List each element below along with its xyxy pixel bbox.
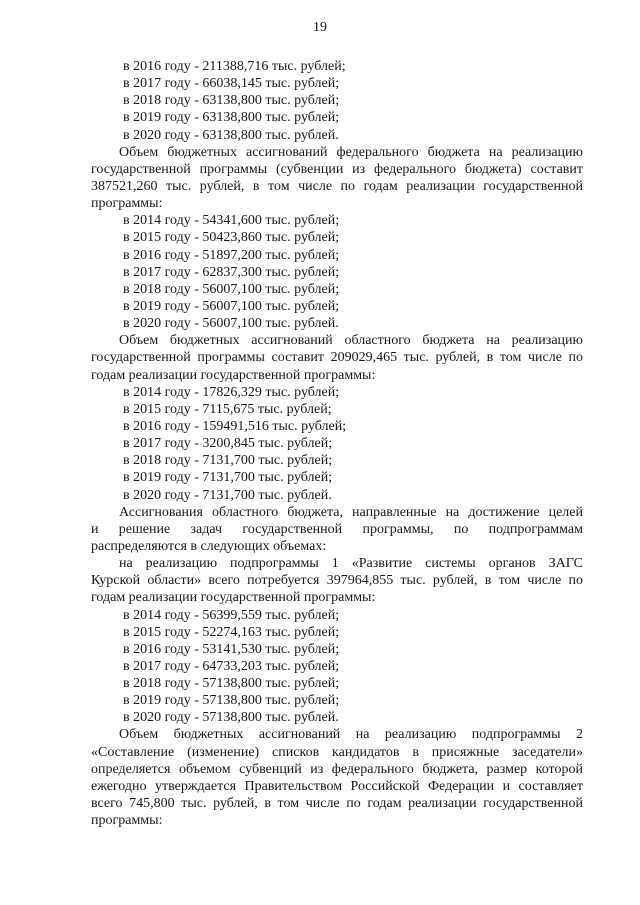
text-line: Объем бюджетных ассигнований на реализацию подпрограммы 2 bbox=[119, 727, 583, 743]
text-line: Объем бюджетных ассигнований областного бюджета на реализацию bbox=[119, 333, 583, 349]
text-line: Ассигнования областного бюджета, направленные на достижение целей bbox=[119, 504, 583, 520]
text-line: в 2014 году - 17826,329 тыс. рублей; bbox=[123, 384, 340, 400]
text-line: в 2014 году - 56399,559 тыс. рублей; bbox=[123, 607, 340, 623]
text-line: в 2019 году - 56007,100 тыс. рублей; bbox=[123, 298, 340, 314]
text-line: Курской области» всего потребуется 397964,855 тыс. рублей, в том числе по bbox=[91, 573, 583, 589]
page-number: 19 bbox=[313, 20, 327, 35]
text-line: государственной программы (субвенции из федерального бюджета) составит bbox=[91, 161, 583, 177]
text-line: годам реализации государственной программы: bbox=[91, 367, 376, 383]
text-line: годам реализации государственной программы: bbox=[91, 590, 376, 606]
text-line: в 2020 году - 57138,800 тыс. рублей. bbox=[123, 710, 339, 726]
text-line: в 2018 году - 63138,800 тыс. рублей; bbox=[123, 93, 340, 109]
text-line: в 2017 году - 3200,845 тыс. рублей; bbox=[123, 436, 333, 452]
text-line: в 2015 году - 7115,675 тыс. рублей; bbox=[123, 401, 332, 417]
text-line: в 2015 году - 52274,163 тыс. рублей; bbox=[123, 624, 340, 640]
text-line: государственной программы составит 209029,465 тыс. рублей, в том числе по bbox=[91, 350, 583, 366]
text-line: Объем бюджетных ассигнований федерального бюджета на реализацию bbox=[119, 144, 583, 160]
text-line: программы: bbox=[91, 196, 163, 212]
text-line: 387521,260 тыс. рублей, в том числе по годам реализации государственной bbox=[91, 178, 583, 194]
text-line: в 2018 году - 7131,700 тыс. рублей; bbox=[123, 453, 333, 469]
text-line: в 2016 году - 211388,716 тыс. рублей; bbox=[123, 59, 346, 74]
text-line: программы: bbox=[91, 813, 163, 829]
text-line: определяется объемом субвенций из федерального бюджета, размер которой bbox=[91, 761, 583, 777]
text-line: в 2017 году - 62837,300 тыс. рублей; bbox=[123, 264, 340, 280]
text-line: в 2019 году - 57138,800 тыс. рублей; bbox=[123, 693, 340, 709]
text-line: и решение задач государственной программы, по подпрограммам bbox=[91, 521, 583, 537]
text-line: в 2016 году - 51897,200 тыс. рублей; bbox=[123, 247, 340, 263]
text-line: в 2020 году - 56007,100 тыс. рублей. bbox=[123, 316, 339, 332]
text-line: в 2016 году - 53141,530 тыс. рублей; bbox=[123, 641, 340, 657]
document-body bbox=[91, 58, 583, 829]
text-line: в 2019 году - 7131,700 тыс. рублей; bbox=[123, 470, 333, 486]
text-line: распределяются в следующих объемах: bbox=[91, 538, 327, 554]
text-line: в 2018 году - 57138,800 тыс. рублей; bbox=[123, 676, 340, 692]
text-line: в 2015 году - 50423,860 тыс. рублей; bbox=[123, 230, 340, 246]
text-line: в 2020 году - 63138,800 тыс. рублей. bbox=[123, 127, 339, 143]
text-line: в 2017 году - 66038,145 тыс. рублей; bbox=[123, 76, 340, 92]
text-line: «Составление (изменение) списков кандидатов в присяжные заседатели» bbox=[91, 744, 583, 760]
text-line: в 2017 году - 64733,203 тыс. рублей; bbox=[123, 658, 340, 674]
text-line: на реализацию подпрограммы 1 «Развитие системы органов ЗАГС bbox=[119, 556, 583, 572]
text-line: всего 745,800 тыс. рублей, в том числе по годам реализации государственной bbox=[91, 796, 583, 812]
text-line: в 2018 году - 56007,100 тыс. рублей; bbox=[123, 281, 340, 297]
text-line: в 2020 году - 7131,700 тыс. рублей. bbox=[123, 487, 332, 503]
text-line: в 2014 году - 54341,600 тыс. рублей; bbox=[123, 213, 340, 229]
text-line: в 2016 году - 159491,516 тыс. рублей; bbox=[123, 418, 347, 434]
text-line: в 2019 году - 63138,800 тыс. рублей; bbox=[123, 110, 340, 126]
text-line: ежегодно утверждается Правительством Российской Федерации и составляет bbox=[91, 778, 583, 794]
